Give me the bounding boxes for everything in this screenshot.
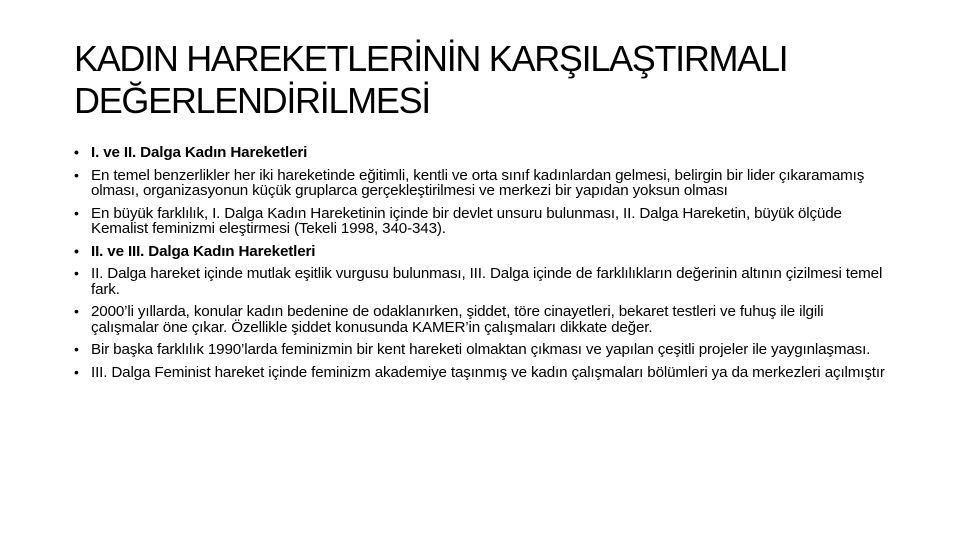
slide-title-line-1: KADIN HAREKETLERİNİN KARŞILAŞTIRMALI [74,38,788,79]
bullet-item-5: • II. Dalga hareket içinde mutlak eşitlik vurgusu bulunması, III. Dalga içinde de farklılıkların değerinin altının çizilmesi temel fark. [74,266,894,297]
bullet-item-7: • Bir başka farklılık 1990’larda feminizmin bir kent hareketi olmaktan çıkması ve yapılan çeşitli projeler ile yaygınlaşması. [74,342,894,358]
bullet-item-4: • II. ve III. Dalga Kadın Hareketleri [74,244,894,260]
bullet-item-2: • En temel benzerlikler her iki hareketinde eğitimli, kentli ve orta sınıf kadınlardan gelmesi, belirgin bir lider çıkaramamış olması, organizasyonun küçük gruplarca gerçekleştirilmesi ve merkezi bir yapıdan yoksun olması [74,168,894,199]
bullet-item-1: • I. ve II. Dalga Kadın Hareketleri [74,145,894,161]
bullet-list [74,145,894,387]
bullet-item-6: • 2000’li yıllarda, konular kadın bedenine de odaklanırken, şiddet, töre cinayetleri, bekaret testleri ve fuhuş ile ilgili çalışmalar öne çıkar. Özellikle şiddet konusunda KAMER’in çalışmaları dikkate değer. [74,304,894,335]
slide-title-line-2: DEĞERLENDİRİLMESİ [74,80,430,121]
bullet-item-8: • III. Dalga Feminist hareket içinde feminizm akademiye taşınmış ve kadın çalışmaları bölümleri ya da merkezleri açılmıştır [74,365,894,381]
slide-title [74,38,894,122]
bullet-item-3: • En büyük farklılık, I. Dalga Kadın Hareketinin içinde bir devlet unsuru bulunması, II. Dalga Hareketin, büyük ölçüde Kemalist feminizmi eleştirmesi (Tekeli 1998, 340-343). [74,206,894,237]
